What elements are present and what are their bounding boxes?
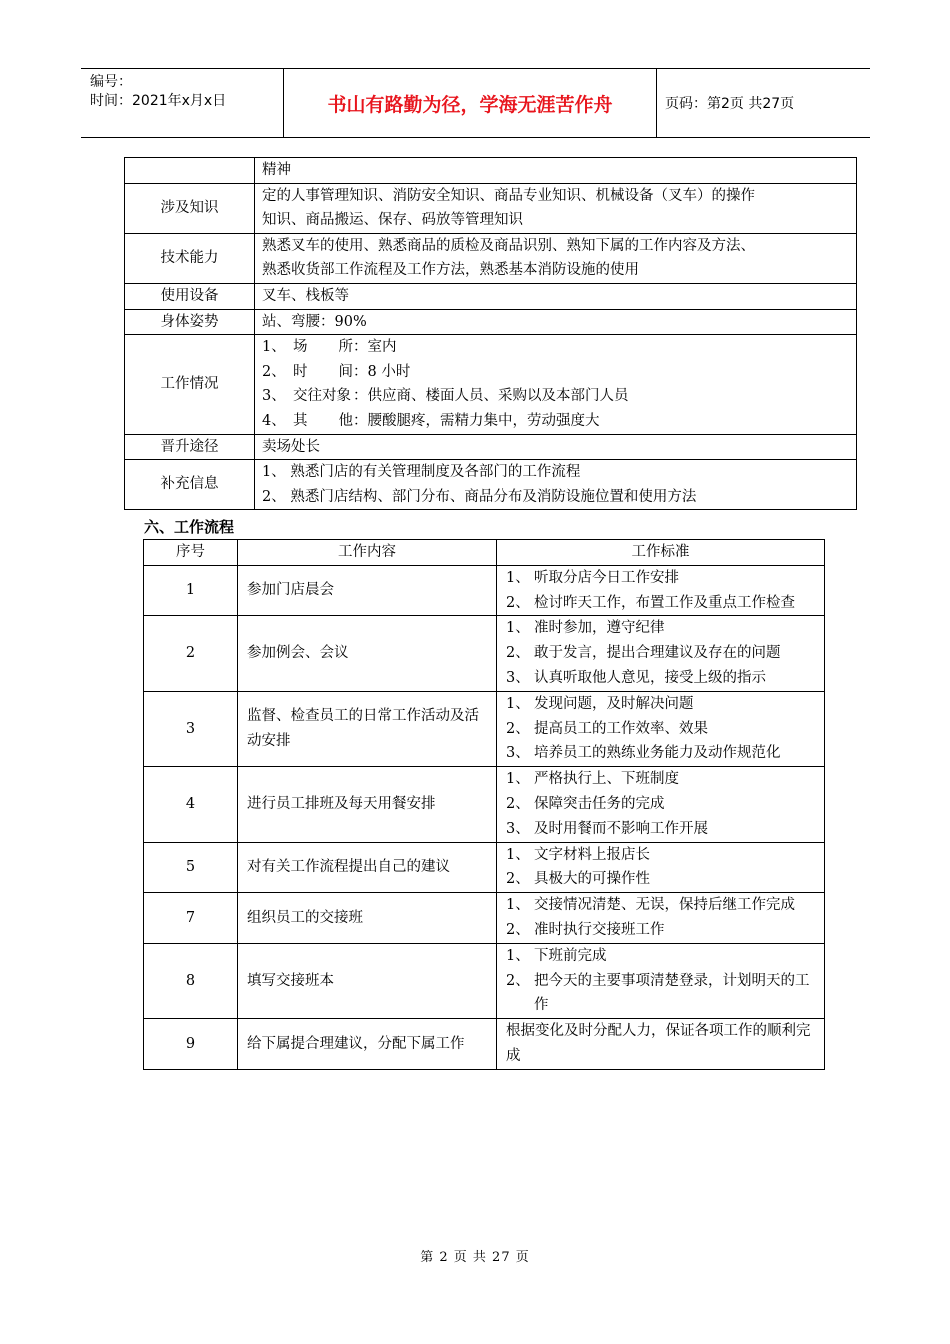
- workflow-row-number: 7: [144, 893, 238, 944]
- standard-item: [506, 893, 818, 918]
- standard-item-text: 文字材料上报店长: [534, 846, 650, 863]
- standard-item-number: 3、: [506, 745, 530, 762]
- job-info-line: 1、 熟悉门店的有关管理制度及各部门的工作流程: [262, 464, 581, 481]
- workflow-row: [144, 691, 825, 766]
- standard-item-text: 敢于发言，提出合理建议及存在的问题: [534, 645, 781, 662]
- work-condition-key-char: 场: [293, 339, 308, 356]
- job-info-row: [125, 434, 857, 460]
- standard-item-text: 严格执行上、下班制度: [534, 771, 679, 788]
- job-info-label: 使用设备: [125, 283, 255, 309]
- job-info-value: [255, 233, 857, 283]
- work-condition-line: [262, 409, 850, 434]
- header-cell-content: 工作内容: [238, 540, 497, 566]
- standard-item: [506, 817, 818, 842]
- work-condition-key-char: 时: [293, 363, 308, 380]
- standard-item-text: 下班前完成: [534, 947, 607, 964]
- work-condition-key: [293, 360, 353, 385]
- standard-item-number: 3、: [506, 669, 530, 686]
- work-condition-number: 3、: [262, 388, 286, 405]
- standard-item: [506, 918, 818, 943]
- standard-item: [506, 767, 818, 792]
- job-info-row: [125, 335, 857, 434]
- standard-item: [506, 1019, 818, 1069]
- job-info-line: 2、 熟悉门店结构、部门分布、商品分布及消防设施位置和使用方法: [262, 488, 697, 505]
- standard-item-number: 1、: [506, 846, 530, 863]
- workflow-row-number: 2: [144, 616, 238, 691]
- workflow-row-content: 监督、检查员工的日常工作活动及活动安排: [238, 691, 497, 766]
- work-condition-number: 1、: [262, 339, 286, 356]
- job-info-line: 熟悉收货部工作流程及工作方法，熟悉基本消防设施的使用: [262, 262, 639, 279]
- job-info-row: [125, 183, 857, 233]
- workflow-row-number: 5: [144, 842, 238, 893]
- job-info-value: [255, 335, 857, 434]
- workflow-row-number: 1: [144, 565, 238, 616]
- work-condition-key: [293, 409, 353, 434]
- workflow-row-number: 9: [144, 1019, 238, 1070]
- workflow-row: [144, 616, 825, 691]
- workflow-row-content: 对有关工作流程提出自己的建议: [238, 842, 497, 893]
- workflow-row-content: 进行员工排班及每天用餐安排: [238, 767, 497, 842]
- workflow-row: [144, 565, 825, 616]
- standard-item-text: 发现问题，及时解决问题: [534, 695, 694, 712]
- standard-item-text: 准时参加，遵守纪律: [534, 620, 665, 637]
- work-condition-number: 4、: [262, 412, 286, 429]
- standard-item-number: 2、: [506, 720, 530, 737]
- job-info-label: 晋升途径: [125, 434, 255, 460]
- standard-item: [506, 843, 818, 868]
- work-condition-line: [262, 360, 850, 385]
- workflow-row: [144, 767, 825, 842]
- standard-item: [506, 969, 818, 1019]
- work-condition-number: 2、: [262, 363, 286, 380]
- job-info-value: [255, 309, 857, 335]
- job-info-label: 补充信息: [125, 460, 255, 510]
- job-info-row: [125, 233, 857, 283]
- header-cell-standard: 工作标准: [497, 540, 825, 566]
- standard-item-text: 提高员工的工作效率、效果: [534, 720, 708, 737]
- work-condition-key: [293, 335, 353, 360]
- workflow-row-content: 参加门店晨会: [238, 565, 497, 616]
- header-cell-no: 序号: [144, 540, 238, 566]
- job-info-label: 工作情况: [125, 335, 255, 434]
- workflow-row: [144, 893, 825, 944]
- job-info-value: [255, 283, 857, 309]
- standard-item-number: 2、: [506, 795, 530, 812]
- workflow-row-number: 4: [144, 767, 238, 842]
- job-info-row: [125, 158, 857, 184]
- job-info-line: 熟悉叉车的使用、熟悉商品的质检及商品识别、熟知下属的工作内容及方法、: [262, 237, 755, 254]
- work-condition-value: ：供应商、楼面人员、采购以及本部门人员: [353, 388, 629, 405]
- standard-item-number: 3、: [506, 820, 530, 837]
- job-info-value: [255, 158, 857, 184]
- workflow-row-content: 填写交接班本: [238, 943, 497, 1018]
- standard-item-text: 把今天的主要事项清楚登录，计划明天的工作: [534, 972, 810, 1014]
- standard-item-number: 1、: [506, 771, 530, 788]
- workflow-row-standards: [497, 842, 825, 893]
- workflow-row-standards: [497, 616, 825, 691]
- work-condition-key-char: 交往对象: [293, 388, 351, 405]
- workflow-row: [144, 943, 825, 1018]
- document-number-label: 编号：: [90, 74, 132, 90]
- standard-item-text: 交接情况清楚、无误，保持后继工作完成: [534, 897, 795, 914]
- work-condition-key-char: 间: [338, 363, 353, 380]
- job-info-line: 卖场处长: [262, 438, 320, 455]
- standard-item: [506, 591, 818, 616]
- job-info-line: 叉车、栈板等: [262, 287, 349, 304]
- job-info-value: [255, 434, 857, 460]
- header-motto: 书山有路勤为径，学海无涯苦作舟: [283, 69, 657, 137]
- standard-item-text: 认真听取他人意见，接受上级的指示: [534, 669, 766, 686]
- standard-item-number: 1、: [506, 947, 530, 964]
- workflow-header-row: [144, 540, 825, 566]
- workflow-row-content: 组织员工的交接班: [238, 893, 497, 944]
- work-condition-key-char: 所: [338, 339, 353, 356]
- workflow-row-content: 参加例会、会议: [238, 616, 497, 691]
- workflow-row-number: 8: [144, 943, 238, 1018]
- standard-item-number: 1、: [506, 695, 530, 712]
- job-info-label: 涉及知识: [125, 183, 255, 233]
- standard-item-number: 2、: [506, 972, 530, 989]
- standard-item: [506, 566, 818, 591]
- workflow-row: [144, 1019, 825, 1070]
- work-condition-key: [293, 384, 353, 409]
- workflow-row: [144, 842, 825, 893]
- page-footer: 第 2 页 共 27 页: [420, 1250, 530, 1265]
- workflow-row-content: 给下属提合理建议，分配下属工作: [238, 1019, 497, 1070]
- standard-item: [506, 867, 818, 892]
- standard-item-number: 2、: [506, 871, 530, 888]
- page-header: [81, 68, 870, 138]
- job-info-row: [125, 309, 857, 335]
- workflow-row-standards: [497, 691, 825, 766]
- standard-item-text: 保障突击任务的完成: [534, 795, 665, 812]
- header-page-info: 页码：第2页 共27页: [665, 96, 795, 112]
- header-meta: [81, 69, 283, 137]
- work-condition-key-char: 其: [293, 412, 308, 429]
- job-info-label: 技术能力: [125, 233, 255, 283]
- standard-item-text: 检讨昨天工作，布置工作及重点工作检查: [534, 594, 795, 611]
- standard-item: [506, 944, 818, 969]
- job-info-value: [255, 460, 857, 510]
- job-info-row: [125, 460, 857, 510]
- job-info-line: 站、弯腰：90%: [262, 313, 367, 330]
- standard-item-text: 准时执行交接班工作: [534, 921, 665, 938]
- work-condition-value: ：8 小时: [353, 363, 411, 380]
- standard-item-number: 1、: [506, 897, 530, 914]
- standard-item-text: 培养员工的熟练业务能力及动作规范化: [534, 745, 781, 762]
- job-info-label: [125, 158, 255, 184]
- standard-item-number: 1、: [506, 569, 530, 586]
- standard-item-number: 2、: [506, 594, 530, 611]
- standard-item: [506, 616, 818, 641]
- job-info-line: 精神: [262, 162, 291, 178]
- work-condition-value: ：腰酸腿疼，需精力集中，劳动强度大: [353, 412, 600, 429]
- document-date: 时间：2021年x月x日: [90, 93, 227, 109]
- job-info-line: 定的人事管理知识、消防安全知识、商品专业知识、机械设备（叉车）的操作: [262, 187, 755, 204]
- section-title: 六、工作流程: [144, 518, 235, 536]
- standard-item-text: 及时用餐而不影响工作开展: [534, 820, 708, 837]
- workflow-row-standards: [497, 565, 825, 616]
- standard-item: [506, 717, 818, 742]
- job-info-label: 身体姿势: [125, 309, 255, 335]
- workflow-row-number: 3: [144, 691, 238, 766]
- job-info-line: 知识、商品搬运、保存、码放等管理知识: [262, 212, 523, 229]
- standard-item: [506, 741, 818, 766]
- workflow-table: [143, 539, 825, 1070]
- standard-item: [506, 666, 818, 691]
- job-info-table: [124, 157, 857, 510]
- standard-item-text: 具极大的可操作性: [534, 871, 650, 888]
- workflow-row-standards: [497, 1019, 825, 1070]
- standard-item: [506, 792, 818, 817]
- standard-item-text: 听取分店今日工作安排: [534, 569, 679, 586]
- workflow-row-standards: [497, 943, 825, 1018]
- work-condition-value: ：室内: [353, 339, 397, 356]
- work-condition-key-char: 他: [338, 412, 353, 429]
- workflow-row-standards: [497, 893, 825, 944]
- standard-item-number: 1、: [506, 620, 530, 637]
- work-condition-line: [262, 384, 850, 409]
- standard-item: [506, 641, 818, 666]
- work-condition-line: [262, 335, 850, 360]
- workflow-row-standards: [497, 767, 825, 842]
- job-info-row: [125, 283, 857, 309]
- standard-item-number: 2、: [506, 645, 530, 662]
- standard-item: [506, 692, 818, 717]
- job-info-value: [255, 183, 857, 233]
- standard-item-number: 2、: [506, 921, 530, 938]
- standard-item-text: 根据变化及时分配人力，保证各项工作的顺利完成: [506, 1023, 811, 1064]
